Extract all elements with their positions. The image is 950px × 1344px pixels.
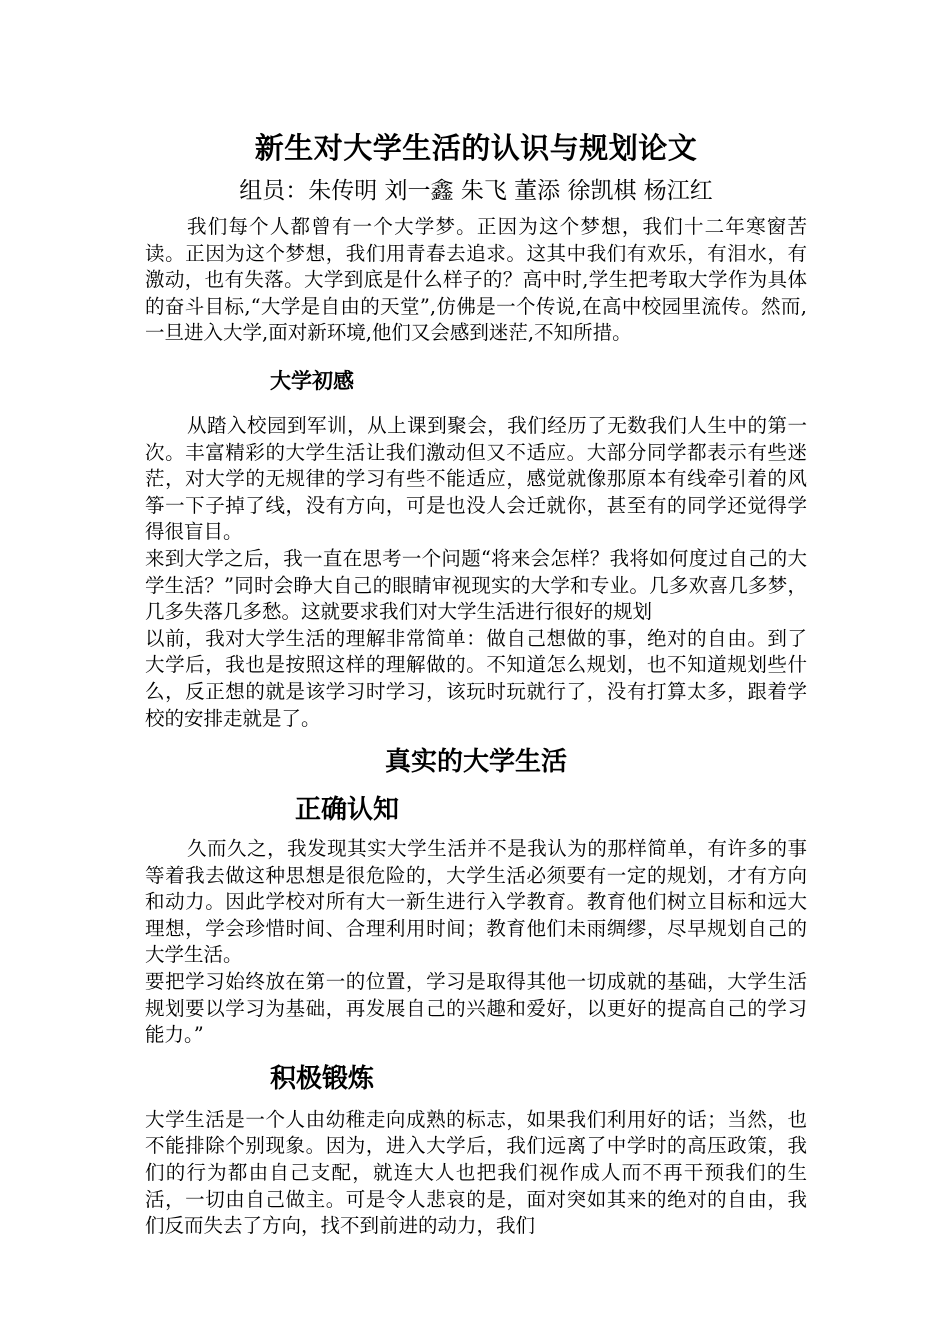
active-exercise-paragraph-1: 大学生活是一个人由幼稚走向成熟的标志，如果我们利用好的话；当然，也不能排除个别现象。因为，进入大学后，我们远离了中学时的高压政策，我们的行为都由自己支配，就连大人也把我们视作成人而不再干预我们的生活，一切由自己做主。可是令人悲哀的是，面对突如其来的绝对的自由，我们反而失去了方向，找不到前进的动力，我们 — [145, 1107, 807, 1238]
intro-paragraph: 我们每个人都曾有一个大学梦。正因为这个梦想，我们十二年寒窗苦读。正因为这个梦想，我们用青春去追求。这其中我们有欢乐，有泪水，有激动，也有失落。大学到底是什么样子的？高中时,学生把考取大学作为具体的奋斗目标,“大学是自由的天堂”,仿佛是一个传说,在高中校园里流传。然而,一旦进入大学,面对新环境,他们又会感到迷茫,不知所措。 — [145, 215, 807, 345]
section-heading-real-college-life: 真实的大学生活 — [384, 747, 567, 778]
document-title: 新生对大学生活的认识与规划论文 — [254, 131, 698, 165]
group-members: 组员：朱传明 刘一鑫 朱飞 董添 徐凯棋 杨江红 — [239, 178, 713, 204]
first-impressions-paragraph-1: 从踏入校园到军训，从上课到聚会，我们经历了无数我们人生中的第一次。丰富精彩的大学生活让我们激动但又不适应。大部分同学都表示有些迷茫，对大学的无规律的学习有些不能适应，感觉就像那原本有线牵引着的风筝一下子掉了线，没有方向，可是也没人会迁就你，甚至有的同学还觉得学得很盲目。 — [145, 413, 807, 544]
subsection-heading-active-exercise: 积极锻炼 — [270, 1063, 375, 1094]
subsection-heading-correct-understanding: 正确认知 — [295, 795, 400, 826]
first-impressions-paragraph-3: 以前，我对大学生活的理解非常简单：做自己想做的事，绝对的自由。到了大学后，我也是按照这样的理解做的。不知道怎么规划，也不知道规划些什么，反正想的就是该学习时学习，该玩时玩就行了，没有打算太多，跟着学校的安排走就是了。 — [145, 626, 807, 730]
section-heading-first-impressions: 大学初感 — [270, 367, 354, 393]
first-impressions-paragraph-2: 来到大学之后，我一直在思考一个问题“将来会怎样？我将如何度过自己的大学生活？”同时会睁大自己的眼睛审视现实的大学和专业。几多欢喜几多梦，几多失落几多愁。这就要求我们对大学生活进行很好的规划 — [145, 546, 807, 624]
correct-understanding-paragraph-2: 要把学习始终放在第一的位置，学习是取得其他一切成就的基础，大学生活规划要以学习为基础，再发展自己的兴趣和爱好，以更好的提高自己的学习能力。” — [145, 970, 807, 1047]
document-page — [145, 128, 807, 1240]
correct-understanding-paragraph-1: 久而久之，我发现其实大学生活并不是我认为的那样简单，有许多的事等着我去做这种思想是很危险的，大学生活必须要有一定的规划，才有方向和动力。因此学校对所有大一新生进行入学教育。教育他们树立目标和远大理想，学会珍惜时间、合理利用时间；教育他们未雨绸缪，尽早规划自己的大学生活。 — [145, 837, 807, 967]
